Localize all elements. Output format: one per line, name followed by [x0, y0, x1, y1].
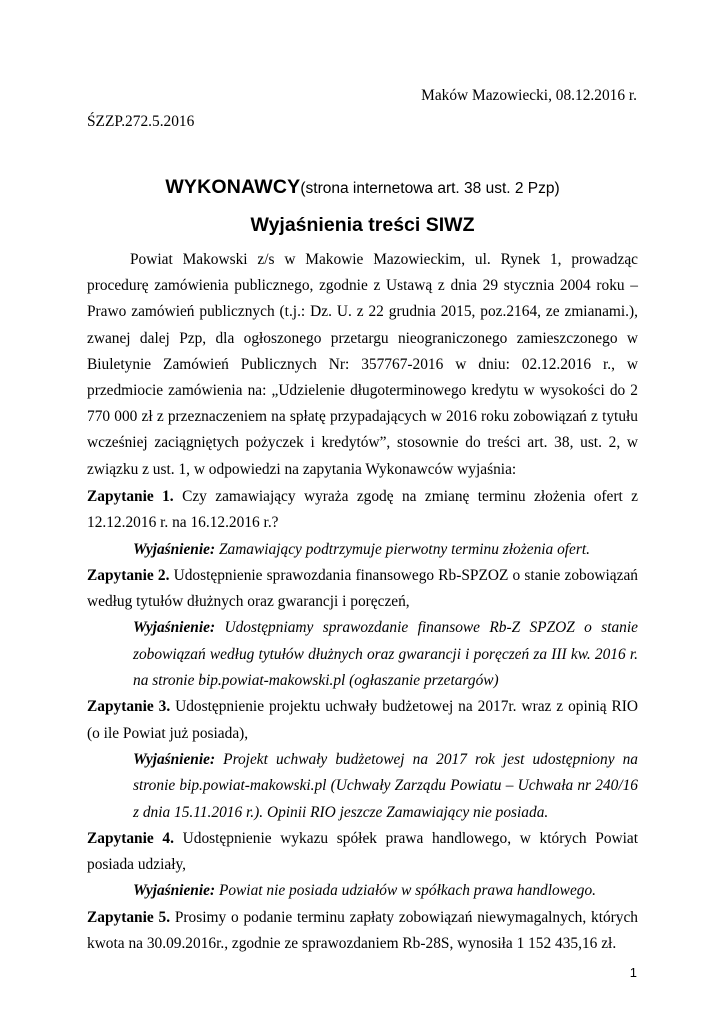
question-label: Zapytanie 5.	[87, 908, 171, 926]
answer-text: Projekt uchwały budżetowej na 2017 rok jest udostępniony na stronie bip.powiat-makowski.pl (Uchwały Zarządu Powiatu – Uchwała nr 240/16 z dnia 15.11.2016 r.). Opinii RIO jeszcze Zamawiający nie posiada.	[133, 750, 638, 821]
question-text: Udostępnienie wykazu spółek prawa handlowego, w których Powiat posiada udziały,	[87, 829, 639, 874]
page-number: 1	[629, 965, 637, 980]
intro-paragraph	[87, 247, 638, 483]
answer-4	[133, 878, 638, 904]
answer-label: Wyjaśnienie:	[133, 619, 216, 637]
intro-text: Powiat Makowski z/s w Makowie Mazowieckim, ul. Rynek 1, prowadząc procedurę zamówienia publicznego, zgodnie z Ustawą z dnia 29 stycznia 2004 roku – Prawo zamówień publicznych (t.j.: Dz. U. z 22 grudnia 2015, poz.2164, ze zmianami.), zwanej dalej Pzp, dla ogłoszonego przetargu nieograniczonego zamieszczonego w Biuletynie Zamówień Publicznych Nr: 357767-2016 w dniu: 02.12.2016 r., w przedmiocie zamówienia na: „Udzielenie długoterminowego kredytu w wysokości do 2 770 000 zł z przeznaczeniem na spłatę przypadających w 2016 roku zobowiązań z tytułu wcześniej zaciągniętych pożyczek i kredytów”, stosownie do treści art. 38, ust. 2, w związku z ust. 1, w odpowiedzi na zapytania Wykonawców wyjaśnia:	[87, 251, 638, 478]
questions-list	[87, 484, 638, 957]
answer-text: Powiat nie posiada udziałów w spółkach prawa handlowego.	[215, 882, 597, 900]
question-text: Udostępnienie sprawozdania finansowego Rb-SPZOZ o stanie zobowiązań według tytułów dłużnych oraz gwarancji i poręczeń,	[87, 566, 638, 611]
answer-label: Wyjaśnienie:	[133, 750, 216, 768]
question-1	[87, 484, 638, 537]
question-2	[87, 563, 638, 616]
answer-text: Zamawiający podtrzymuje pierwotny terminu złożenia ofert.	[215, 540, 590, 558]
place-date: Maków Mazowiecki, 08.12.2016 r.	[421, 87, 637, 104]
question-label: Zapytanie 1.	[87, 488, 174, 505]
answer-label: Wyjaśnienie:	[133, 540, 216, 558]
reference-number: ŚZZP.272.5.2016	[87, 113, 195, 130]
question-text: Udostępnienie projektu uchwały budżetowej na 2017r. wraz z opinią RIO (o ile Powiat już posiada),	[87, 698, 638, 742]
document-subtitle: Wyjaśnienia treści SIWZ	[250, 214, 475, 236]
question-label: Zapytanie 2.	[87, 566, 170, 584]
answer-text: Udostępniamy sprawozdanie finansowe Rb-Z SPZOZ o stanie zobowiązań według tytułów dłużnych oraz gwarancji i poręczeń za III kw. 2016 r. na stronie bip.powiat-makowski.pl (ogłaszanie przetargów)	[133, 619, 638, 690]
question-label: Zapytanie 4.	[87, 829, 174, 847]
answer-3	[133, 747, 638, 826]
question-4	[87, 826, 638, 879]
heading-note: (strona internetowa art. 38 ust. 2 Pzp)	[300, 180, 560, 197]
question-5	[87, 905, 638, 958]
question-text: Prosimy o podanie terminu zapłaty zobowiązań niewymagalnych, których kwota na 30.09.2016r., zgodnie ze sprawozdaniem Rb-28S, wynosiła 1 152 435,16 zł.	[87, 908, 639, 953]
heading-main: WYKONAWCY	[165, 176, 301, 198]
question-label: Zapytanie 3.	[87, 698, 171, 716]
answer-1	[133, 537, 638, 563]
document-heading	[0, 176, 725, 199]
answer-label: Wyjaśnienie:	[133, 882, 216, 900]
answer-2	[133, 615, 638, 694]
question-3	[87, 694, 638, 747]
question-text: Czy zamawiający wyraża zgodę na zmianę terminu złożenia ofert z 12.12.2016 r. na 16.12.2016 r.?	[87, 488, 639, 532]
